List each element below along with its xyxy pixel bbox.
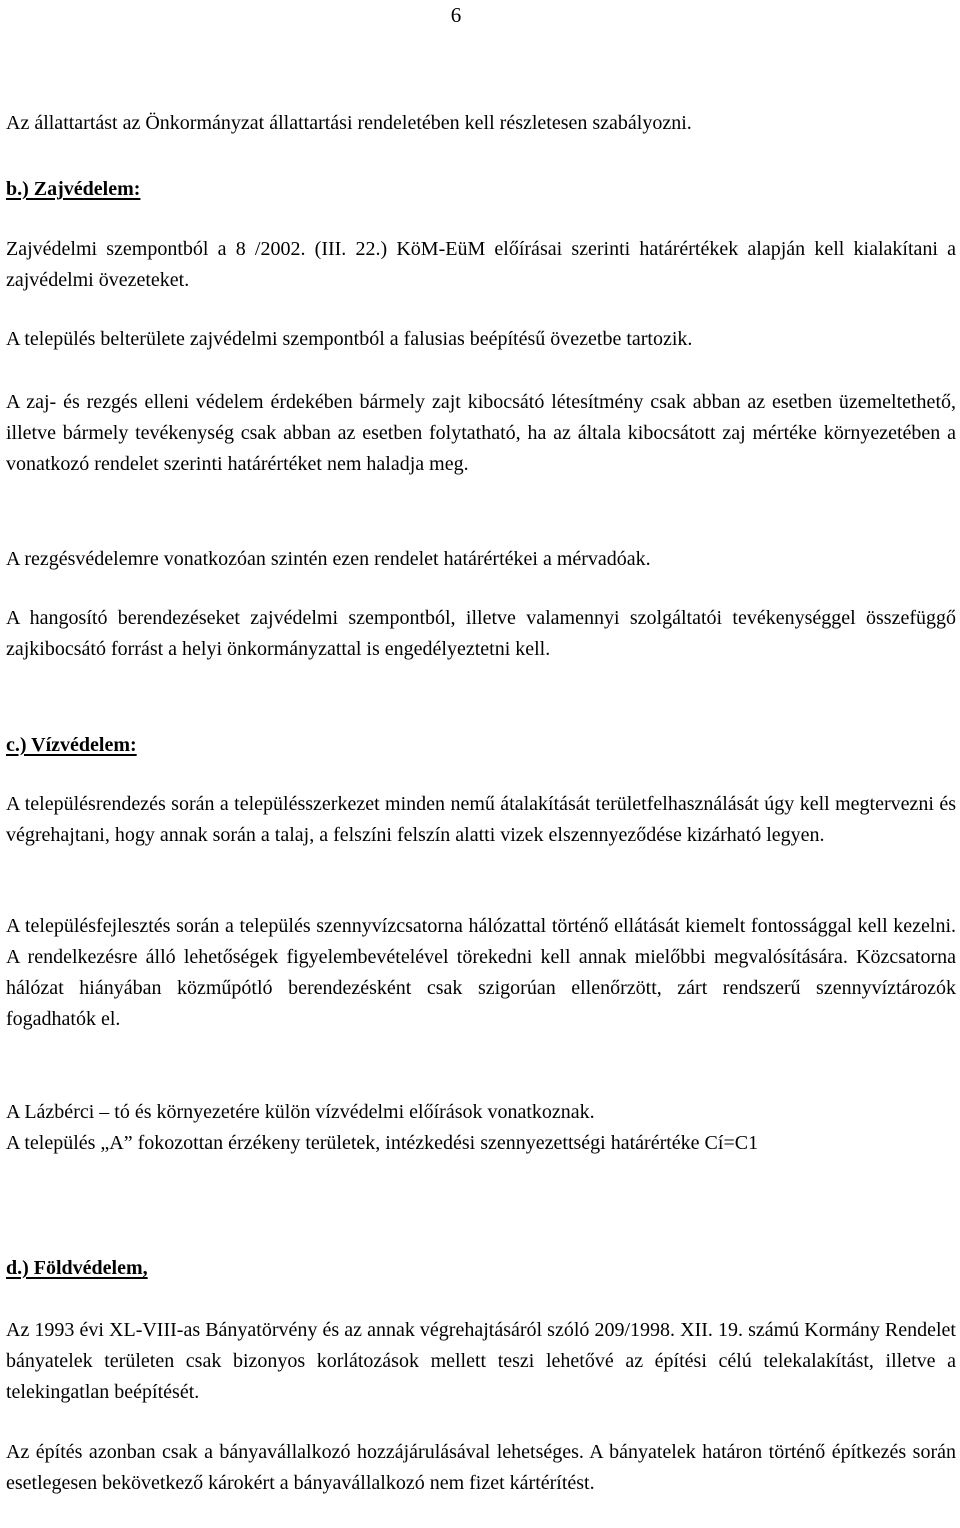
- paragraph-settlement-planning: A településrendezés során a településszerkezet minden nemű átalakítását területfelhasználását úgy kell megtervezni és végrehajtani, hogy annak során a talaj, a felszíni felszín alatti vizek elszennyeződése kizárható legyen.: [6, 793, 956, 846]
- paragraph-inner-area: A település belterülete zajvédelmi szempontból a falusias beépítésű övezetbe tartozik.: [6, 328, 693, 350]
- paragraph-noise-zones: Zajvédelmi szempontból a 8 /2002. (III. 22.) KöM-EüM előírásai szerinti határértékek alapján kell kialakítani a zajvédelmi övezeteket.: [6, 238, 956, 291]
- paragraph-vibration: A rezgésvédelemre vonatkozóan szintén ezen rendelet határértékei a mérvadóak.: [6, 548, 651, 570]
- document-page: [6, 0, 956, 1528]
- paragraph-lake: A Lázbérci – tó és környezetére külön vízvédelmi előírások vonatkoznak.: [6, 1101, 595, 1123]
- section-heading-water-protection: c.) Vízvédelem:: [6, 734, 137, 756]
- page-number: 6: [450, 3, 462, 27]
- paragraph-limit-value: A település „A” fokozottan érzékeny területek, intézkedési szennyezettségi határértéke Cí=C1: [6, 1132, 759, 1154]
- paragraph-mining-law: Az 1993 évi XL-VIII-as Bányatörvény és az annak végrehajtásáról szóló 209/1998. XII. 19. számú Kormány Rendelet bányatelek területen csak bizonyos korlátozások mellett teszi lehetővé az építési célú telekalakítást, illetve a telekingatlan beépítését.: [6, 1319, 956, 1403]
- paragraph-sewage: A településfejlesztés során a település szennyvízcsatorna hálózattal történő ellátását kiemelt fontossággal kell kezelni. A rendelkezésre álló lehetőségek figyelembevételével törekedni kell annak mielőbbi megvalósítására. Közcsatorna hálózat hiányában közműpótló berendezésként csak szigorúan ellenőrzött, zárt rendszerű szennyvíztározók fogadhatók el.: [6, 915, 956, 1030]
- section-heading-soil-protection: d.) Földvédelem,: [6, 1257, 148, 1279]
- paragraph-loudspeakers: A hangosító berendezéseket zajvédelmi szempontból, illetve valamennyi szolgáltatói tevékenységgel összefüggő zajkibocsátó forrást a helyi önkormányzattal is engedélyeztetni kell.: [6, 607, 956, 660]
- section-heading-noise-protection: b.) Zajvédelem:: [6, 178, 141, 200]
- paragraph-mining-consent: Az építés azonban csak a bányavállalkozó hozzájárulásával lehetséges. A bányatelek határon történő építkezés során esetlegesen bekövetkező károkért a bányavállalkozó nem fizet kártérítést.: [6, 1441, 956, 1494]
- paragraph-noise-vibration: A zaj- és rezgés elleni védelem érdekében bármely zajt kibocsátó létesítmény csak abban az esetben üzemeltethető, illetve bármely tevékenység csak abban az esetben folytatható, ha az általa kibocsátott zaj mértéke környezetében a vonatkozó rendelet szerinti határértéket nem haladja meg.: [6, 391, 956, 475]
- paragraph-animal-keeping: Az állattartást az Önkormányzat állattartási rendeletében kell részletesen szabályozni.: [6, 112, 692, 134]
